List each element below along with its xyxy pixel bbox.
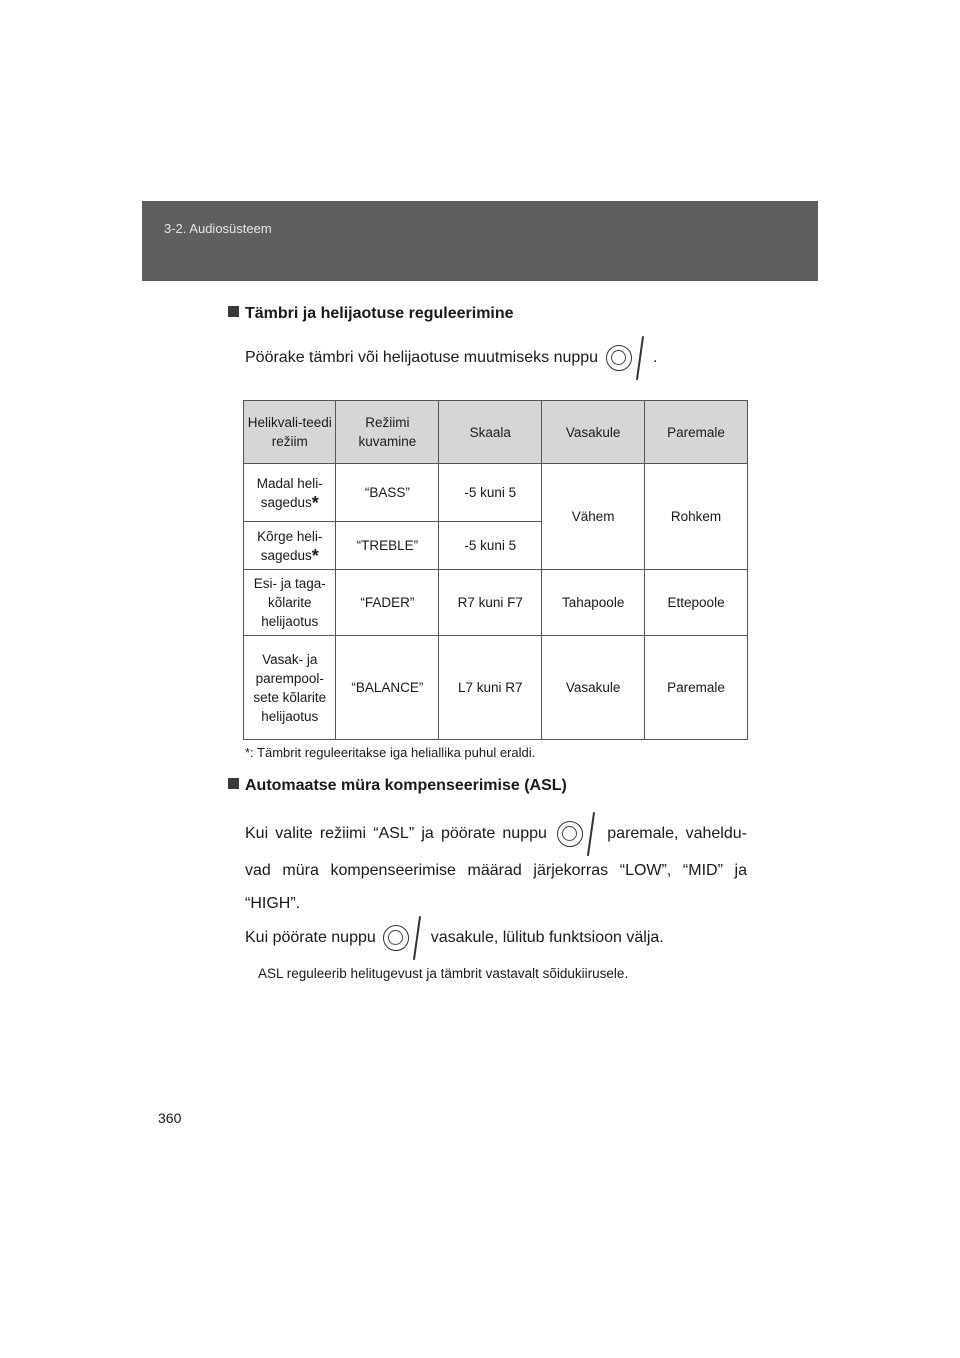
cell-display: “BALANCE”: [336, 636, 439, 740]
asl-paragraph-2: Kui pöörate nuppu vasakule, lülitub funktsioon välja.: [245, 918, 747, 958]
section-heading-asl: Automaatse müra kompenseerimise (ASL): [228, 777, 567, 795]
cell-right: Ettepoole: [645, 570, 748, 636]
cell-merged-right: Rohkem: [645, 464, 748, 570]
header-right: Paremale: [645, 401, 748, 464]
cell-display: “BASS”: [336, 464, 439, 522]
footnote: *: Tämbrit reguleeritakse iga heliallika puhul eraldi.: [245, 745, 536, 760]
header-display: Režiimi kuvamine: [336, 401, 439, 464]
cell-merged-left: Vähem: [542, 464, 645, 570]
cell-mode: Esi- ja taga-kõlarite helijaotus: [244, 570, 336, 636]
cell-mode: Madal heli-sagedus*: [244, 464, 336, 522]
section-heading-tone-balance: Tämbri ja helijaotuse reguleerimine: [228, 305, 514, 323]
table-header-row: [244, 401, 748, 464]
knob-icon: [554, 814, 600, 854]
square-bullet-icon: [228, 306, 239, 317]
asl-note: ASL reguleerib helitugevust ja tämbrit vastavalt sõidukiirusele.: [258, 966, 629, 981]
instruction-tone-balance: Pöörake tämbri või helijaotuse muutmiseks nuppu .: [245, 338, 747, 378]
page-number: 360: [158, 1110, 182, 1126]
cell-left: Tahapoole: [542, 570, 645, 636]
table-row: [244, 570, 748, 636]
cell-scale: L7 kuni R7: [439, 636, 542, 740]
header-mode: Helikvali-teedi režiim: [244, 401, 336, 464]
cell-display: “TREBLE”: [336, 522, 439, 570]
header-left: Vasakule: [542, 401, 645, 464]
cell-scale: -5 kuni 5: [439, 522, 542, 570]
cell-scale: -5 kuni 5: [439, 464, 542, 522]
asl-paragraph-1: Kui valite režiimi “ASL” ja pöörate nuppu paremale, vaheldu-vad müra kompenseerimise määrad järjekorras “LOW”, “MID” ja “HIGH”.: [245, 814, 747, 920]
header-scale: Skaala: [439, 401, 542, 464]
breadcrumb: 3-2. Audiosüsteem: [164, 221, 272, 236]
chapter-header-bar: [142, 201, 818, 281]
knob-icon: [603, 338, 649, 378]
knob-icon: [380, 918, 426, 958]
cell-display: “FADER”: [336, 570, 439, 636]
square-bullet-icon: [228, 778, 239, 789]
cell-right: Paremale: [645, 636, 748, 740]
cell-mode: Vasak- ja parempool-sete kõlarite helijaotus: [244, 636, 336, 740]
table-row: [244, 636, 748, 740]
cell-mode: Kõrge heli-sagedus*: [244, 522, 336, 570]
cell-scale: R7 kuni F7: [439, 570, 542, 636]
cell-left: Vasakule: [542, 636, 645, 740]
sound-mode-table: [243, 400, 748, 740]
table-row: [244, 464, 748, 522]
